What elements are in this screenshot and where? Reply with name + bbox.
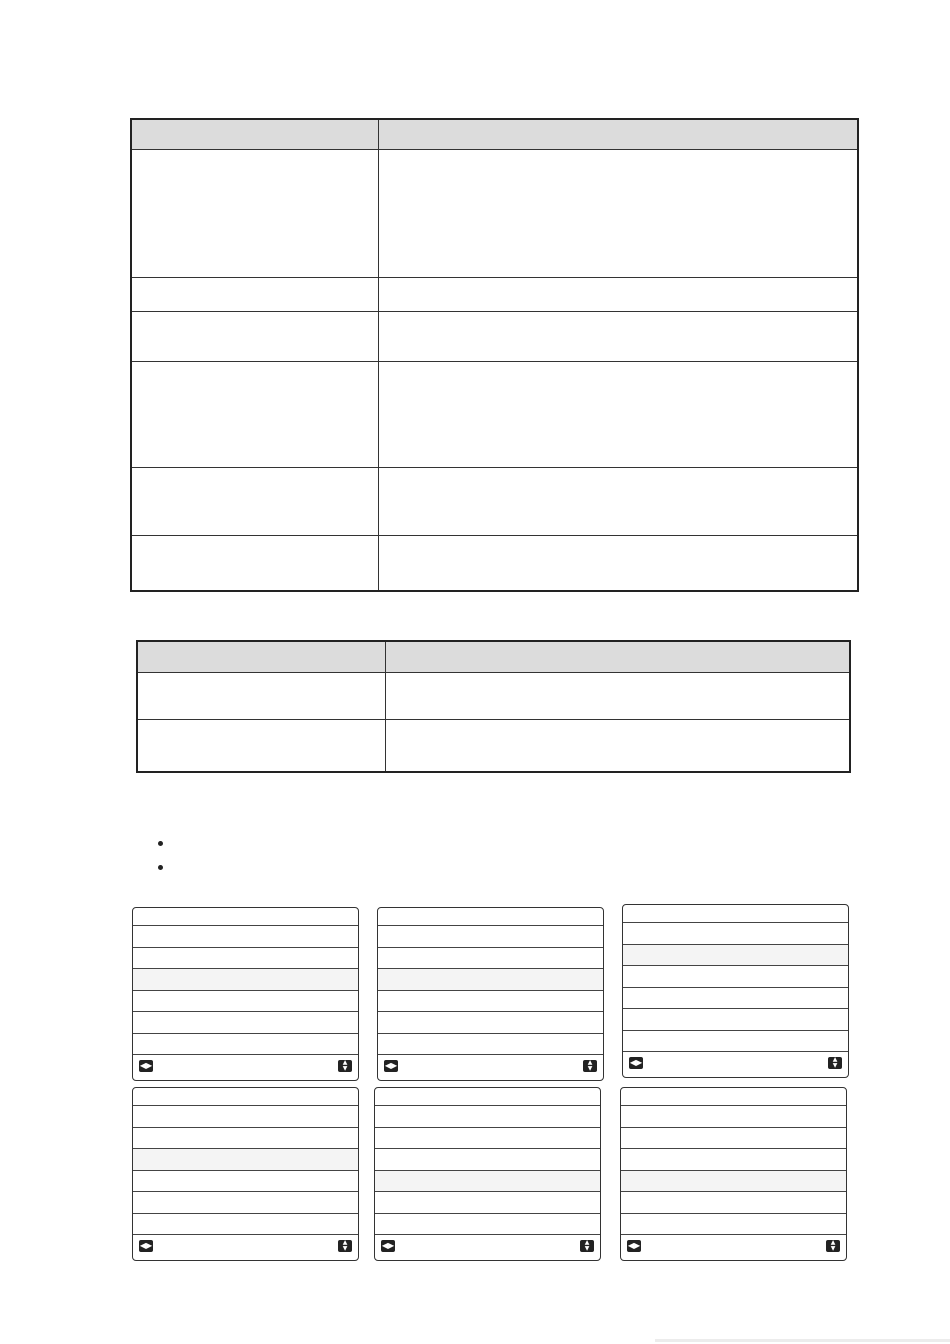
table-header-row [131, 119, 858, 149]
menu-title-row [378, 908, 603, 926]
menu-item[interactable] [623, 966, 848, 988]
menu-item[interactable] [378, 948, 603, 970]
table-row [137, 672, 850, 719]
up-down-arrows-icon[interactable]: ▲ ▼ [338, 1060, 352, 1072]
left-right-arrows-icon[interactable]: ◀▶ [384, 1061, 398, 1070]
menu-item[interactable] [375, 1106, 600, 1128]
menu-footer [623, 1052, 848, 1074]
menu-screen [620, 1087, 847, 1261]
menu-item[interactable] [133, 1106, 358, 1128]
table-cell [131, 277, 378, 311]
up-down-arrows-icon[interactable]: ▲ ▼ [338, 1240, 352, 1252]
table-row [131, 361, 858, 467]
menu-item[interactable] [375, 1214, 600, 1236]
menu-screen [132, 1087, 359, 1261]
bullet-icon [158, 841, 163, 846]
table-row [131, 277, 858, 311]
settings-table [130, 118, 859, 592]
table-cell [378, 535, 858, 591]
table-row [131, 535, 858, 591]
menu-item[interactable] [621, 1106, 846, 1128]
table-header-row [137, 641, 850, 672]
table-cell [137, 719, 385, 772]
up-down-arrows-icon[interactable]: ▲ ▼ [580, 1240, 594, 1252]
menu-item[interactable] [133, 1128, 358, 1150]
menu-item[interactable] [623, 923, 848, 945]
table-cell [131, 311, 378, 361]
menu-item[interactable] [133, 1192, 358, 1214]
table-row [137, 719, 850, 772]
menu-item[interactable] [623, 945, 848, 967]
page-edge-mark [655, 1339, 950, 1342]
table-cell [378, 361, 858, 467]
table-cell [131, 149, 378, 277]
menu-title-row [621, 1088, 846, 1106]
menu-footer [375, 1235, 600, 1257]
list-item [156, 860, 756, 884]
menu-item[interactable] [621, 1214, 846, 1236]
notes-list [156, 836, 756, 884]
bullet-icon [158, 865, 163, 870]
left-right-arrows-icon[interactable]: ◀▶ [381, 1241, 395, 1250]
menu-item[interactable] [621, 1128, 846, 1150]
menu-screen [622, 904, 849, 1078]
menu-item[interactable] [133, 991, 358, 1013]
menu-footer [621, 1235, 846, 1257]
menu-item[interactable] [375, 1149, 600, 1171]
menu-title-row [133, 1088, 358, 1106]
menu-item[interactable] [133, 1214, 358, 1236]
menu-footer [133, 1055, 358, 1077]
menu-item[interactable] [133, 948, 358, 970]
menu-item[interactable] [375, 1192, 600, 1214]
left-right-arrows-icon[interactable]: ◀▶ [139, 1061, 153, 1070]
table-cell [385, 719, 850, 772]
list-item [156, 836, 756, 860]
left-right-arrows-icon[interactable]: ◀▶ [629, 1058, 643, 1067]
table-row [131, 467, 858, 535]
table-cell [131, 467, 378, 535]
options-table [136, 640, 851, 773]
table-cell [131, 361, 378, 467]
menu-item[interactable] [623, 988, 848, 1010]
menu-item[interactable] [378, 1034, 603, 1056]
menu-item[interactable] [133, 1171, 358, 1193]
table-row [131, 311, 858, 361]
menu-title-row [375, 1088, 600, 1106]
menu-item[interactable] [621, 1149, 846, 1171]
menu-item[interactable] [621, 1192, 846, 1214]
table-row [131, 149, 858, 277]
menu-screen [377, 907, 604, 1081]
table-cell [378, 149, 858, 277]
table-cell [378, 311, 858, 361]
header-cell [137, 641, 385, 672]
header-cell [131, 119, 378, 149]
menu-item[interactable] [133, 969, 358, 991]
table-cell [385, 672, 850, 719]
menu-item[interactable] [375, 1128, 600, 1150]
table-cell [137, 672, 385, 719]
menu-footer [133, 1235, 358, 1257]
menu-item[interactable] [378, 1012, 603, 1034]
up-down-arrows-icon[interactable]: ▲ ▼ [583, 1060, 597, 1072]
left-right-arrows-icon[interactable]: ◀▶ [627, 1241, 641, 1250]
menu-item[interactable] [133, 1012, 358, 1034]
menu-item[interactable] [375, 1171, 600, 1193]
menu-title-row [133, 908, 358, 926]
left-right-arrows-icon[interactable]: ◀▶ [139, 1241, 153, 1250]
table-cell [378, 467, 858, 535]
menu-item[interactable] [378, 969, 603, 991]
menu-item[interactable] [621, 1171, 846, 1193]
up-down-arrows-icon[interactable]: ▲ ▼ [826, 1240, 840, 1252]
menu-item[interactable] [133, 1034, 358, 1056]
menu-item[interactable] [133, 926, 358, 948]
menu-footer [378, 1055, 603, 1077]
up-down-arrows-icon[interactable]: ▲ ▼ [828, 1057, 842, 1069]
menu-screen [132, 907, 359, 1081]
menu-item[interactable] [378, 991, 603, 1013]
header-cell [385, 641, 850, 672]
menu-item[interactable] [623, 1009, 848, 1031]
table-cell [378, 277, 858, 311]
menu-item[interactable] [623, 1031, 848, 1053]
menu-title-row [623, 905, 848, 923]
header-cell [378, 119, 858, 149]
table-cell [131, 535, 378, 591]
menu-item[interactable] [133, 1149, 358, 1171]
menu-screen [374, 1087, 601, 1261]
menu-item[interactable] [378, 926, 603, 948]
